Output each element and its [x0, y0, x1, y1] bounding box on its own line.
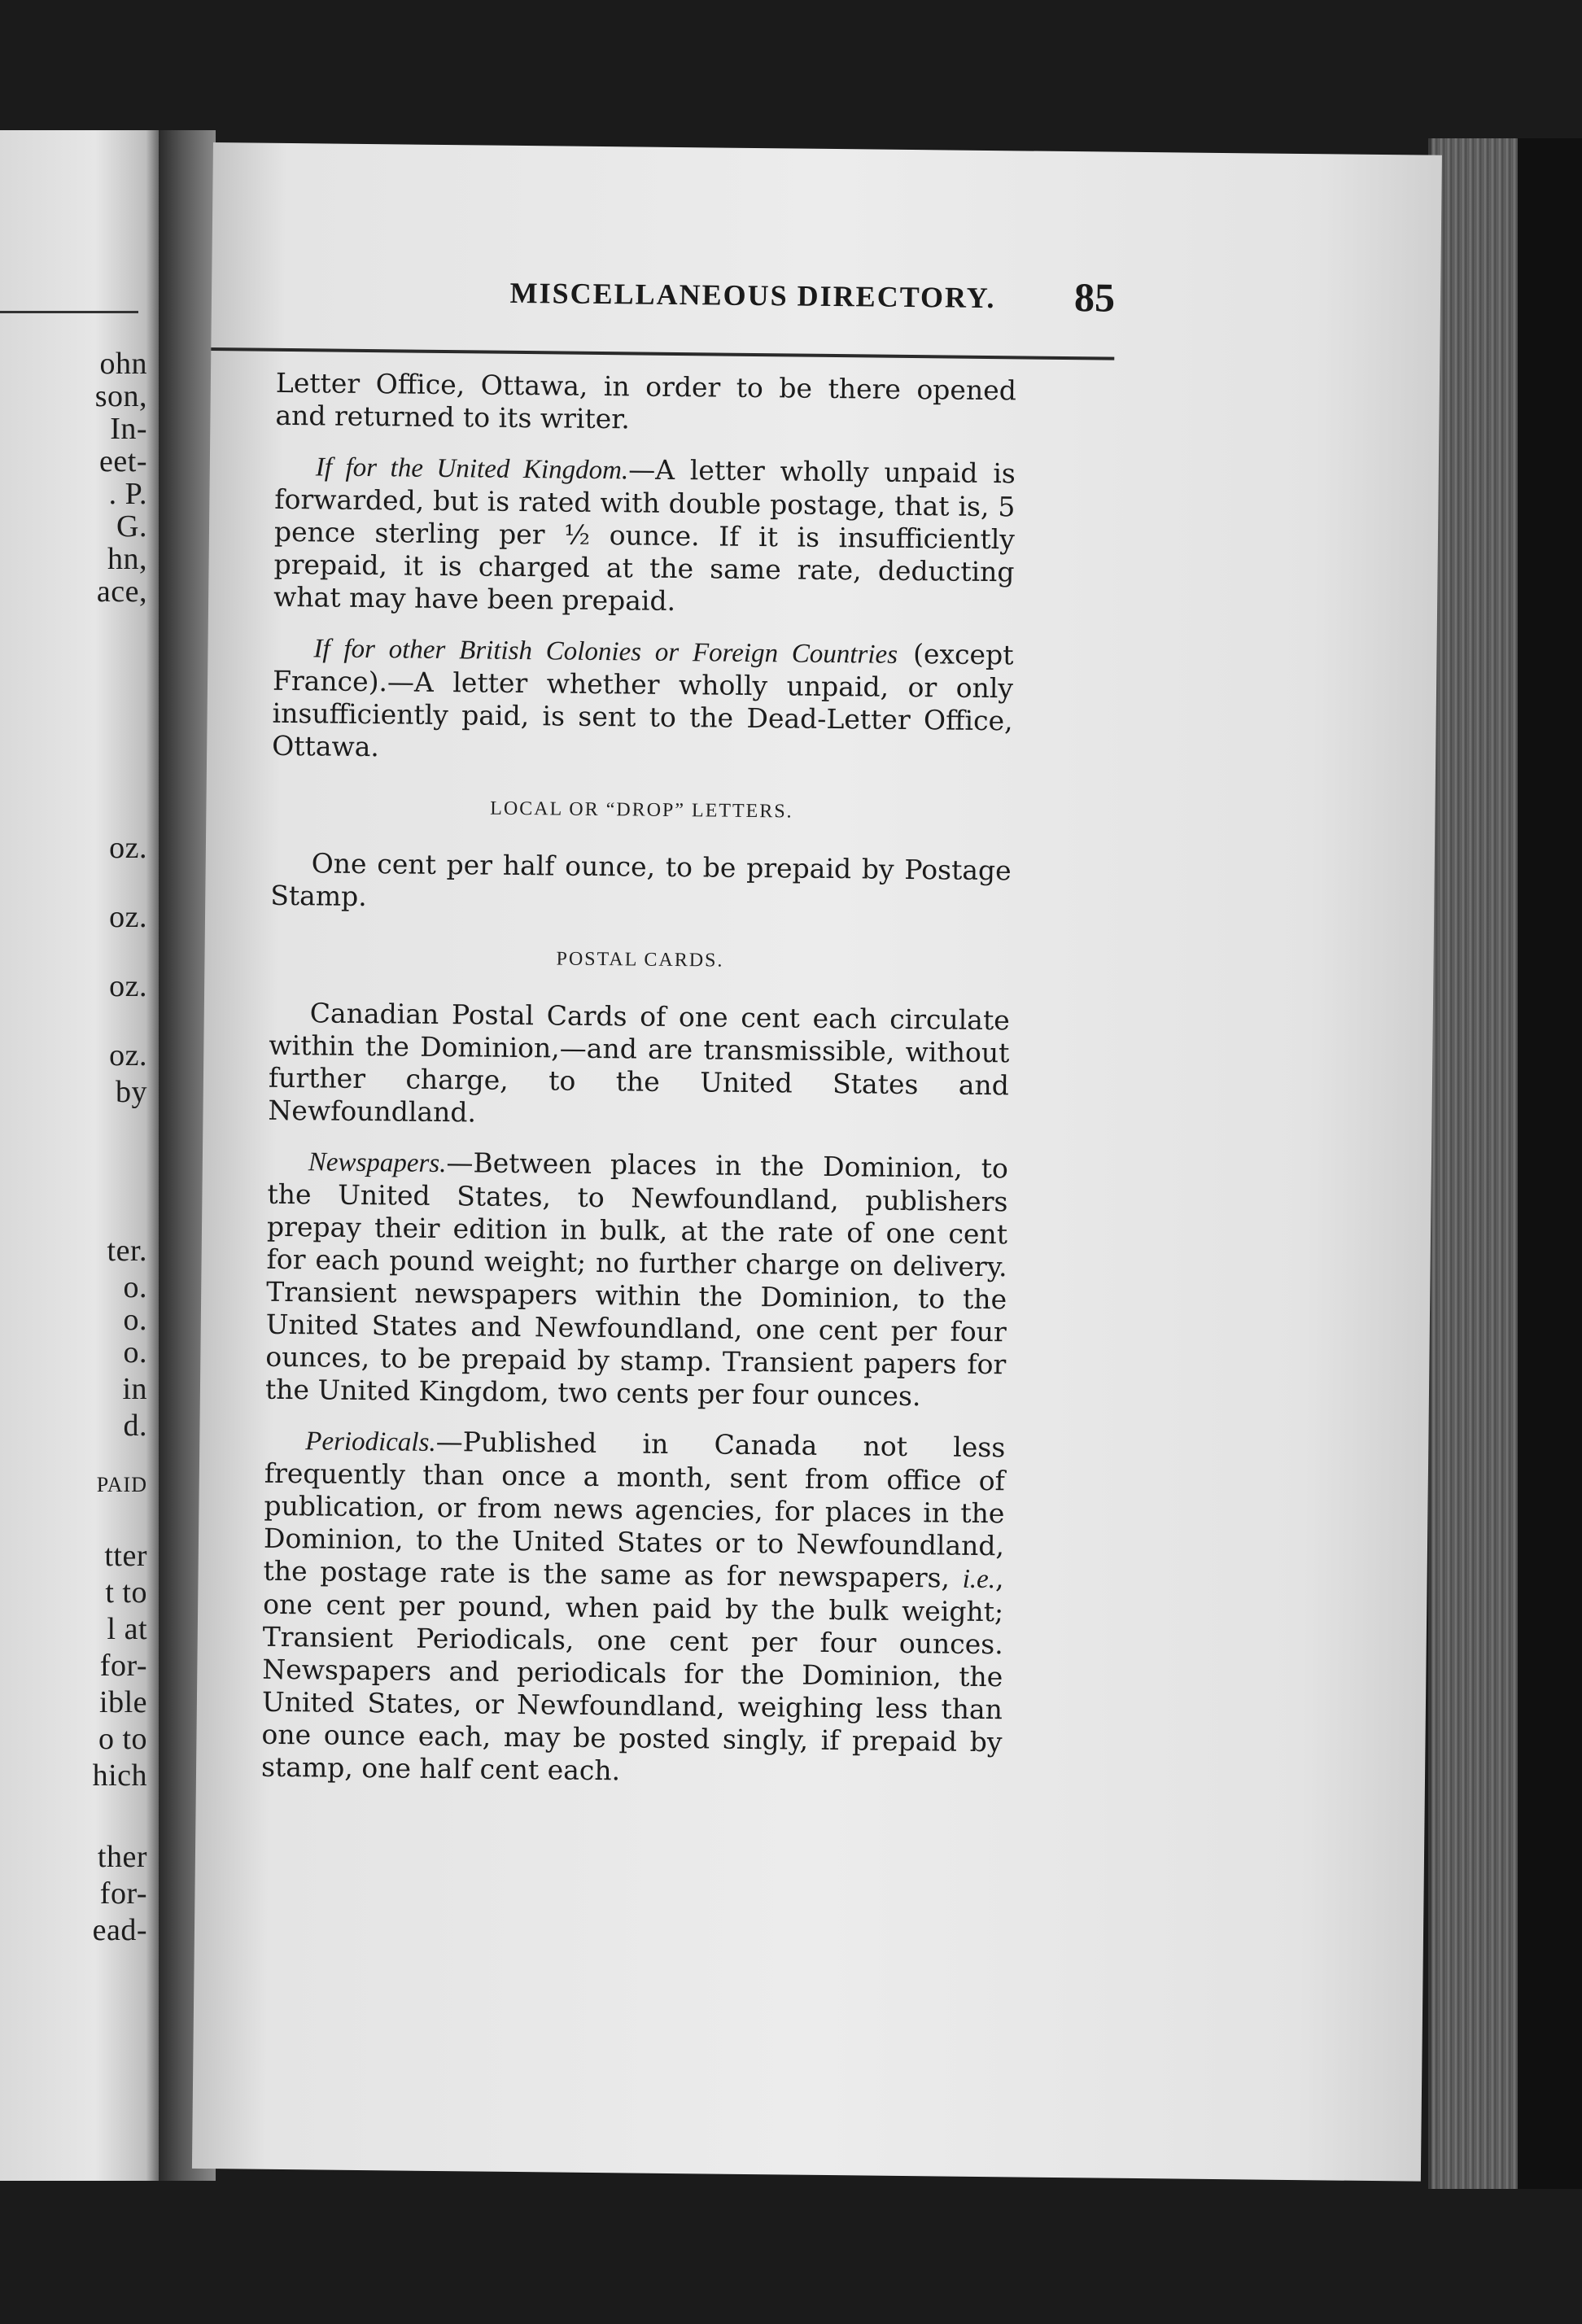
left-fragment: eet-: [99, 444, 147, 478]
left-fragment: oz.: [109, 900, 147, 934]
ie-italic: i.e.: [962, 1564, 996, 1595]
paragraph-lead-italic: If for the United Kingdom.: [315, 452, 629, 486]
left-fragment: ead-: [92, 1913, 147, 1947]
background-shadow: [1518, 138, 1582, 2189]
left-fragment: o.: [123, 1270, 147, 1304]
paragraph-text: —Between places in the Dominion, to the United States, to Newfoundland, publishers prepay their edition in bulk, at the rate of one cent for each pound weight; no further charge on delivery. Transient newspapers within the Dominion, to the United States and Newfoundland, one cent per four ounces, to be prepaid by stamp. Transient papers for the United Kingdom, two cents per four ounces.: [264, 1147, 1009, 1413]
left-fragment: by: [116, 1075, 147, 1109]
paragraph-local-letters: One cent per half ounce, to be prepaid by Postage Stamp.: [270, 847, 1012, 913]
paragraph-text: —A letter wholly unpaid is forwarded, but is rated with double postage, that is, 5 pence sterling per ½ ounce. If it is insufficiently prepaid, it is charged at the same rate, deducting what may have been prepaid.: [273, 453, 1016, 617]
section-heading-postal-cards: POSTAL CARDS.: [556, 948, 724, 972]
page-body: [261, 367, 1016, 1809]
left-fragment: hn,: [107, 542, 147, 576]
paragraph-newspapers: [265, 1145, 1008, 1414]
left-fragment: l at: [107, 1612, 147, 1646]
paragraph-lead-italic: Periodicals.: [305, 1426, 436, 1457]
left-fragment: t to: [105, 1575, 147, 1610]
running-head: MISCELLANEOUS DIRECTORY.: [509, 276, 996, 315]
left-fragment: ible: [99, 1685, 147, 1719]
left-fragment: tter: [104, 1539, 147, 1573]
paragraph-postal-cards: Canadian Postal Cards of one cent each circulate within the Dominion,—and are transmissible, without further charge, to the United States and Newfoundland.: [268, 997, 1010, 1129]
paragraph-text: —Published in Canada not less frequently than once a month, sent from office of publication, or from news agencies, for places in the Dominion, to the United States or to Newfoundland, the postage rate is the same as for newspapers,: [263, 1425, 1006, 1594]
paragraph-colonies: [272, 631, 1014, 771]
page-number: 85: [1073, 274, 1116, 321]
left-fragment: . P.: [108, 477, 147, 511]
left-fragment: hich: [92, 1758, 147, 1793]
left-fragment: In-: [110, 412, 147, 446]
left-fragment: d.: [123, 1409, 147, 1443]
left-fragment: for-: [99, 1649, 147, 1683]
left-fragment: G.: [116, 509, 147, 544]
left-fragment: ter.: [107, 1234, 147, 1268]
left-fragment: ace,: [96, 574, 147, 609]
left-fragment: o to: [98, 1722, 147, 1756]
paragraph-lead-italic: If for other British Colonies or Foreign Countries: [313, 634, 898, 670]
header-rule: [211, 347, 1114, 360]
left-fragment: ohn: [99, 347, 147, 381]
left-fragment: oz.: [109, 969, 147, 1003]
book-fore-edge: [1428, 138, 1521, 2189]
left-facing-page: [0, 130, 159, 2181]
paragraph-letter-office: Letter Office, Ottawa, in order to be there opened and returned to its writer.: [275, 366, 1017, 435]
left-page-rule: [0, 311, 138, 313]
paragraph-periodicals: [261, 1424, 1006, 1792]
book-page: [192, 142, 1442, 2182]
left-fragment: oz.: [109, 831, 147, 865]
left-fragment: for-: [99, 1876, 147, 1911]
section-heading-local-letters: LOCAL OR “DROP” LETTERS.: [490, 797, 793, 823]
left-fragment: in: [122, 1372, 147, 1406]
left-fragment: o.: [123, 1335, 147, 1370]
left-fragment: o.: [123, 1303, 147, 1337]
paragraph-text: , one cent per pound, when paid by the bulk weight; Transient Periodicals, one cent per four ounces. Newspapers and periodicals for the Dominion, the United States, or Newfoundland, weighing less than one ounce each, may be posted singly, if prepaid by stamp, one half cent each.: [260, 1562, 1004, 1787]
left-fragment: oz.: [109, 1038, 147, 1072]
left-fragment: son,: [94, 379, 147, 413]
paragraph-text: (except France).—A letter whether wholly unpaid, or only insufficiently paid, is sent to the Dead-Letter Office, Ottawa.: [272, 637, 1014, 763]
left-fragment: ther: [97, 1840, 147, 1874]
paragraph-united-kingdom: [273, 450, 1016, 622]
paragraph-lead-italic: Newspapers.: [308, 1147, 447, 1179]
left-fragment: PAID: [96, 1473, 147, 1496]
